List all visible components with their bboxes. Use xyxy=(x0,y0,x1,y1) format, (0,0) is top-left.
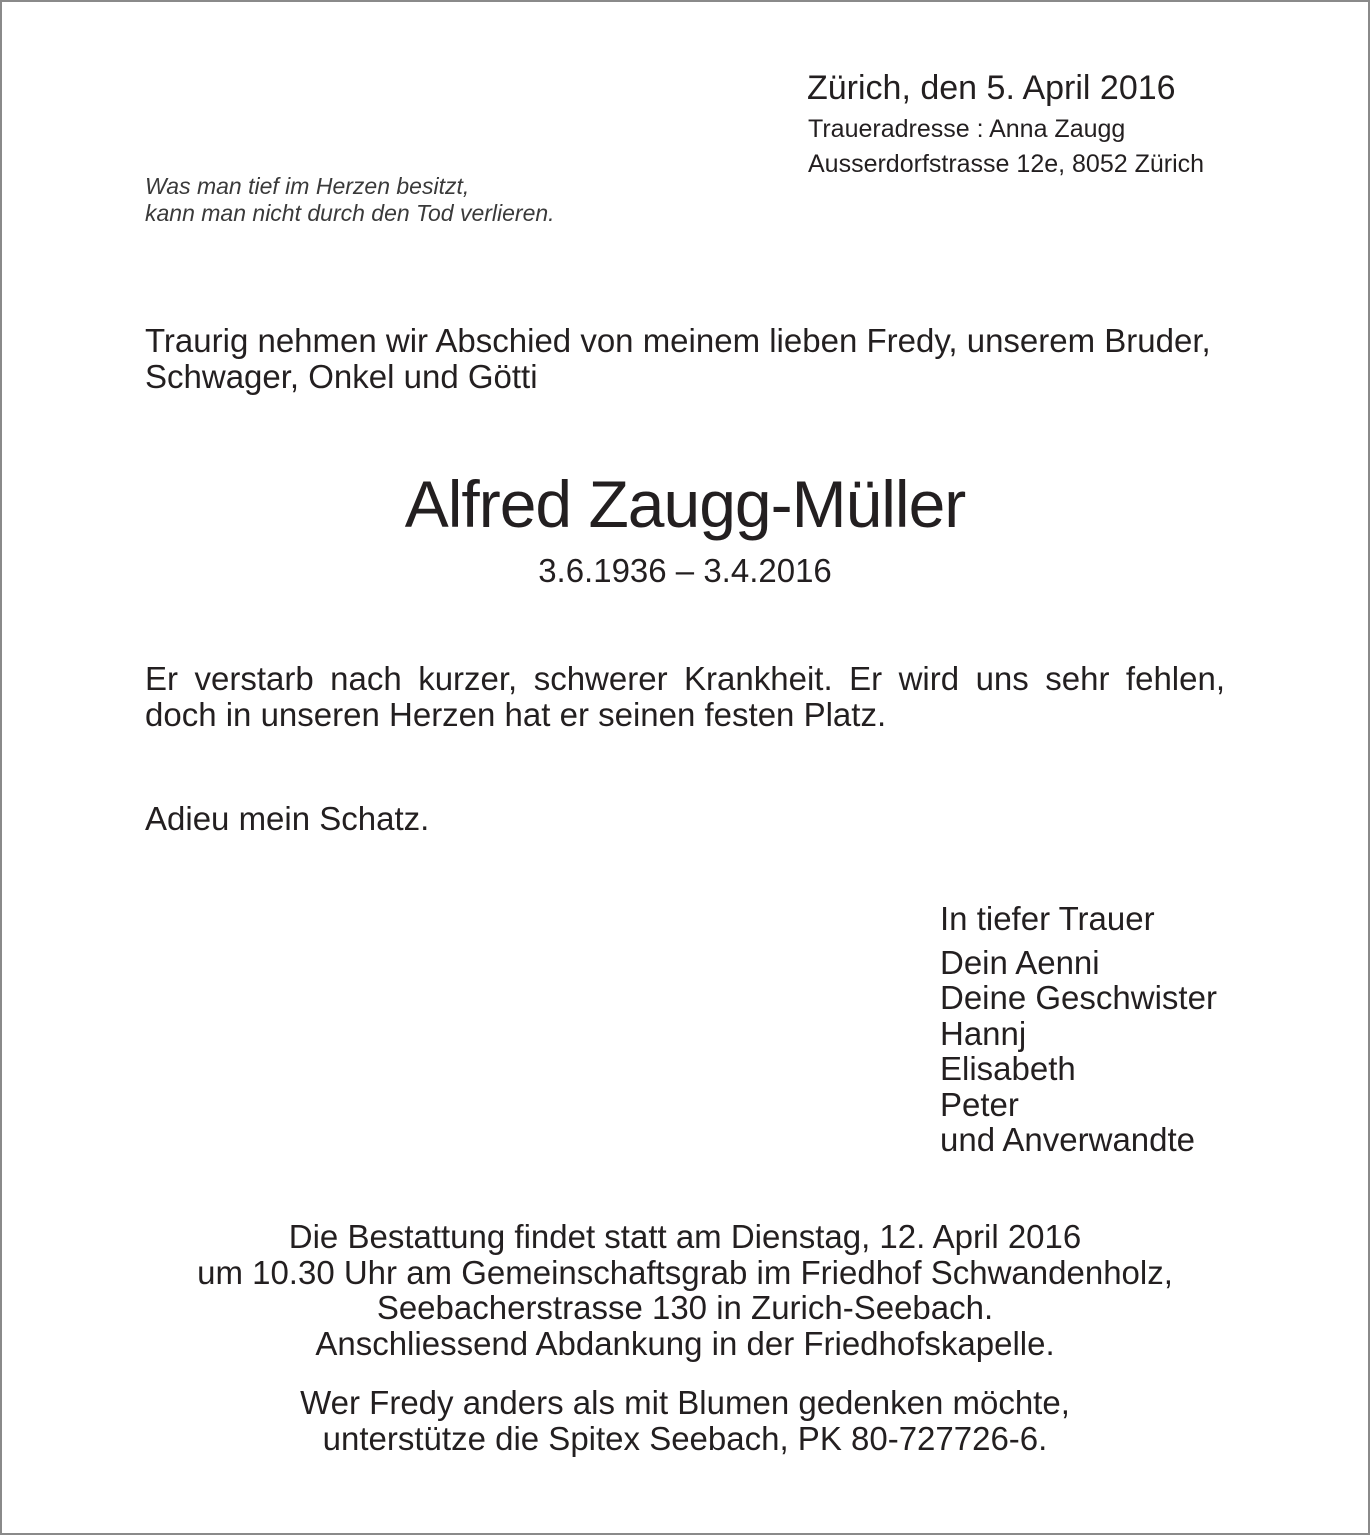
motto-line: Was man tief im Herzen besitzt, xyxy=(145,173,470,199)
donation-line: unterstütze die Spitex Seebach, PK 80-727726-6. xyxy=(322,1419,1048,1457)
intro-text xyxy=(145,323,1211,395)
motto-quote xyxy=(145,173,555,227)
mourner-name: und Anverwandte xyxy=(940,1121,1196,1158)
intro-line: Traurig nehmen wir Abschied von meinem lieben Fredy, unserem Bruder, xyxy=(145,322,1211,359)
funeral-line: um 10.30 Uhr am Gemeinschaftsgrab im Friedhof Schwandenholz, xyxy=(197,1253,1173,1291)
mourners-block xyxy=(940,901,1217,1158)
funeral-line: Seebacherstrasse 130 in Zurich-Seebach. xyxy=(376,1289,994,1326)
mourner-name: Dein Aenni xyxy=(940,943,1100,981)
funeral-details xyxy=(0,1219,1370,1361)
funeral-line: Die Bestattung findet statt am Dienstag, 12. April 2016 xyxy=(288,1218,1082,1255)
funeral-line: Anschliessend Abdankung in der Friedhofskapelle. xyxy=(315,1324,1055,1362)
farewell-text: Adieu mein Schatz. xyxy=(145,800,430,837)
deceased-name: Alfred Zaugg-Müller xyxy=(404,467,966,541)
place-date: Zürich, den 5. April 2016 xyxy=(807,69,1176,107)
mourner-name: Peter xyxy=(940,1085,1019,1123)
donation-line: Wer Fredy anders als mit Blumen gedenken möchte, xyxy=(300,1384,1070,1421)
message-line: Er verstarb nach kurzer, schwerer Krankheit. Er wird uns sehr fehlen, xyxy=(145,660,1225,697)
mourners-heading: In tiefer Trauer xyxy=(940,900,1155,937)
donation-note xyxy=(0,1385,1370,1456)
mourner-name: Elisabeth xyxy=(940,1050,1076,1087)
intro-line: Schwager, Onkel und Götti xyxy=(145,358,538,395)
mourner-name: Deine Geschwister xyxy=(940,979,1217,1016)
mourner-name: Hannj xyxy=(940,1014,1027,1052)
mourning-address-label: Traueradresse : Anna Zaugg xyxy=(808,115,1126,143)
motto-line: kann man nicht durch den Tod verlieren. xyxy=(145,200,555,226)
message-line: doch in unseren Herzen hat er seinen festen Platz. xyxy=(145,696,887,733)
mourning-address-street: Ausserdorfstrasse 12e, 8052 Zürich xyxy=(808,150,1205,178)
life-dates: 3.6.1936 – 3.4.2016 xyxy=(538,552,832,589)
message-paragraph xyxy=(145,661,1225,733)
